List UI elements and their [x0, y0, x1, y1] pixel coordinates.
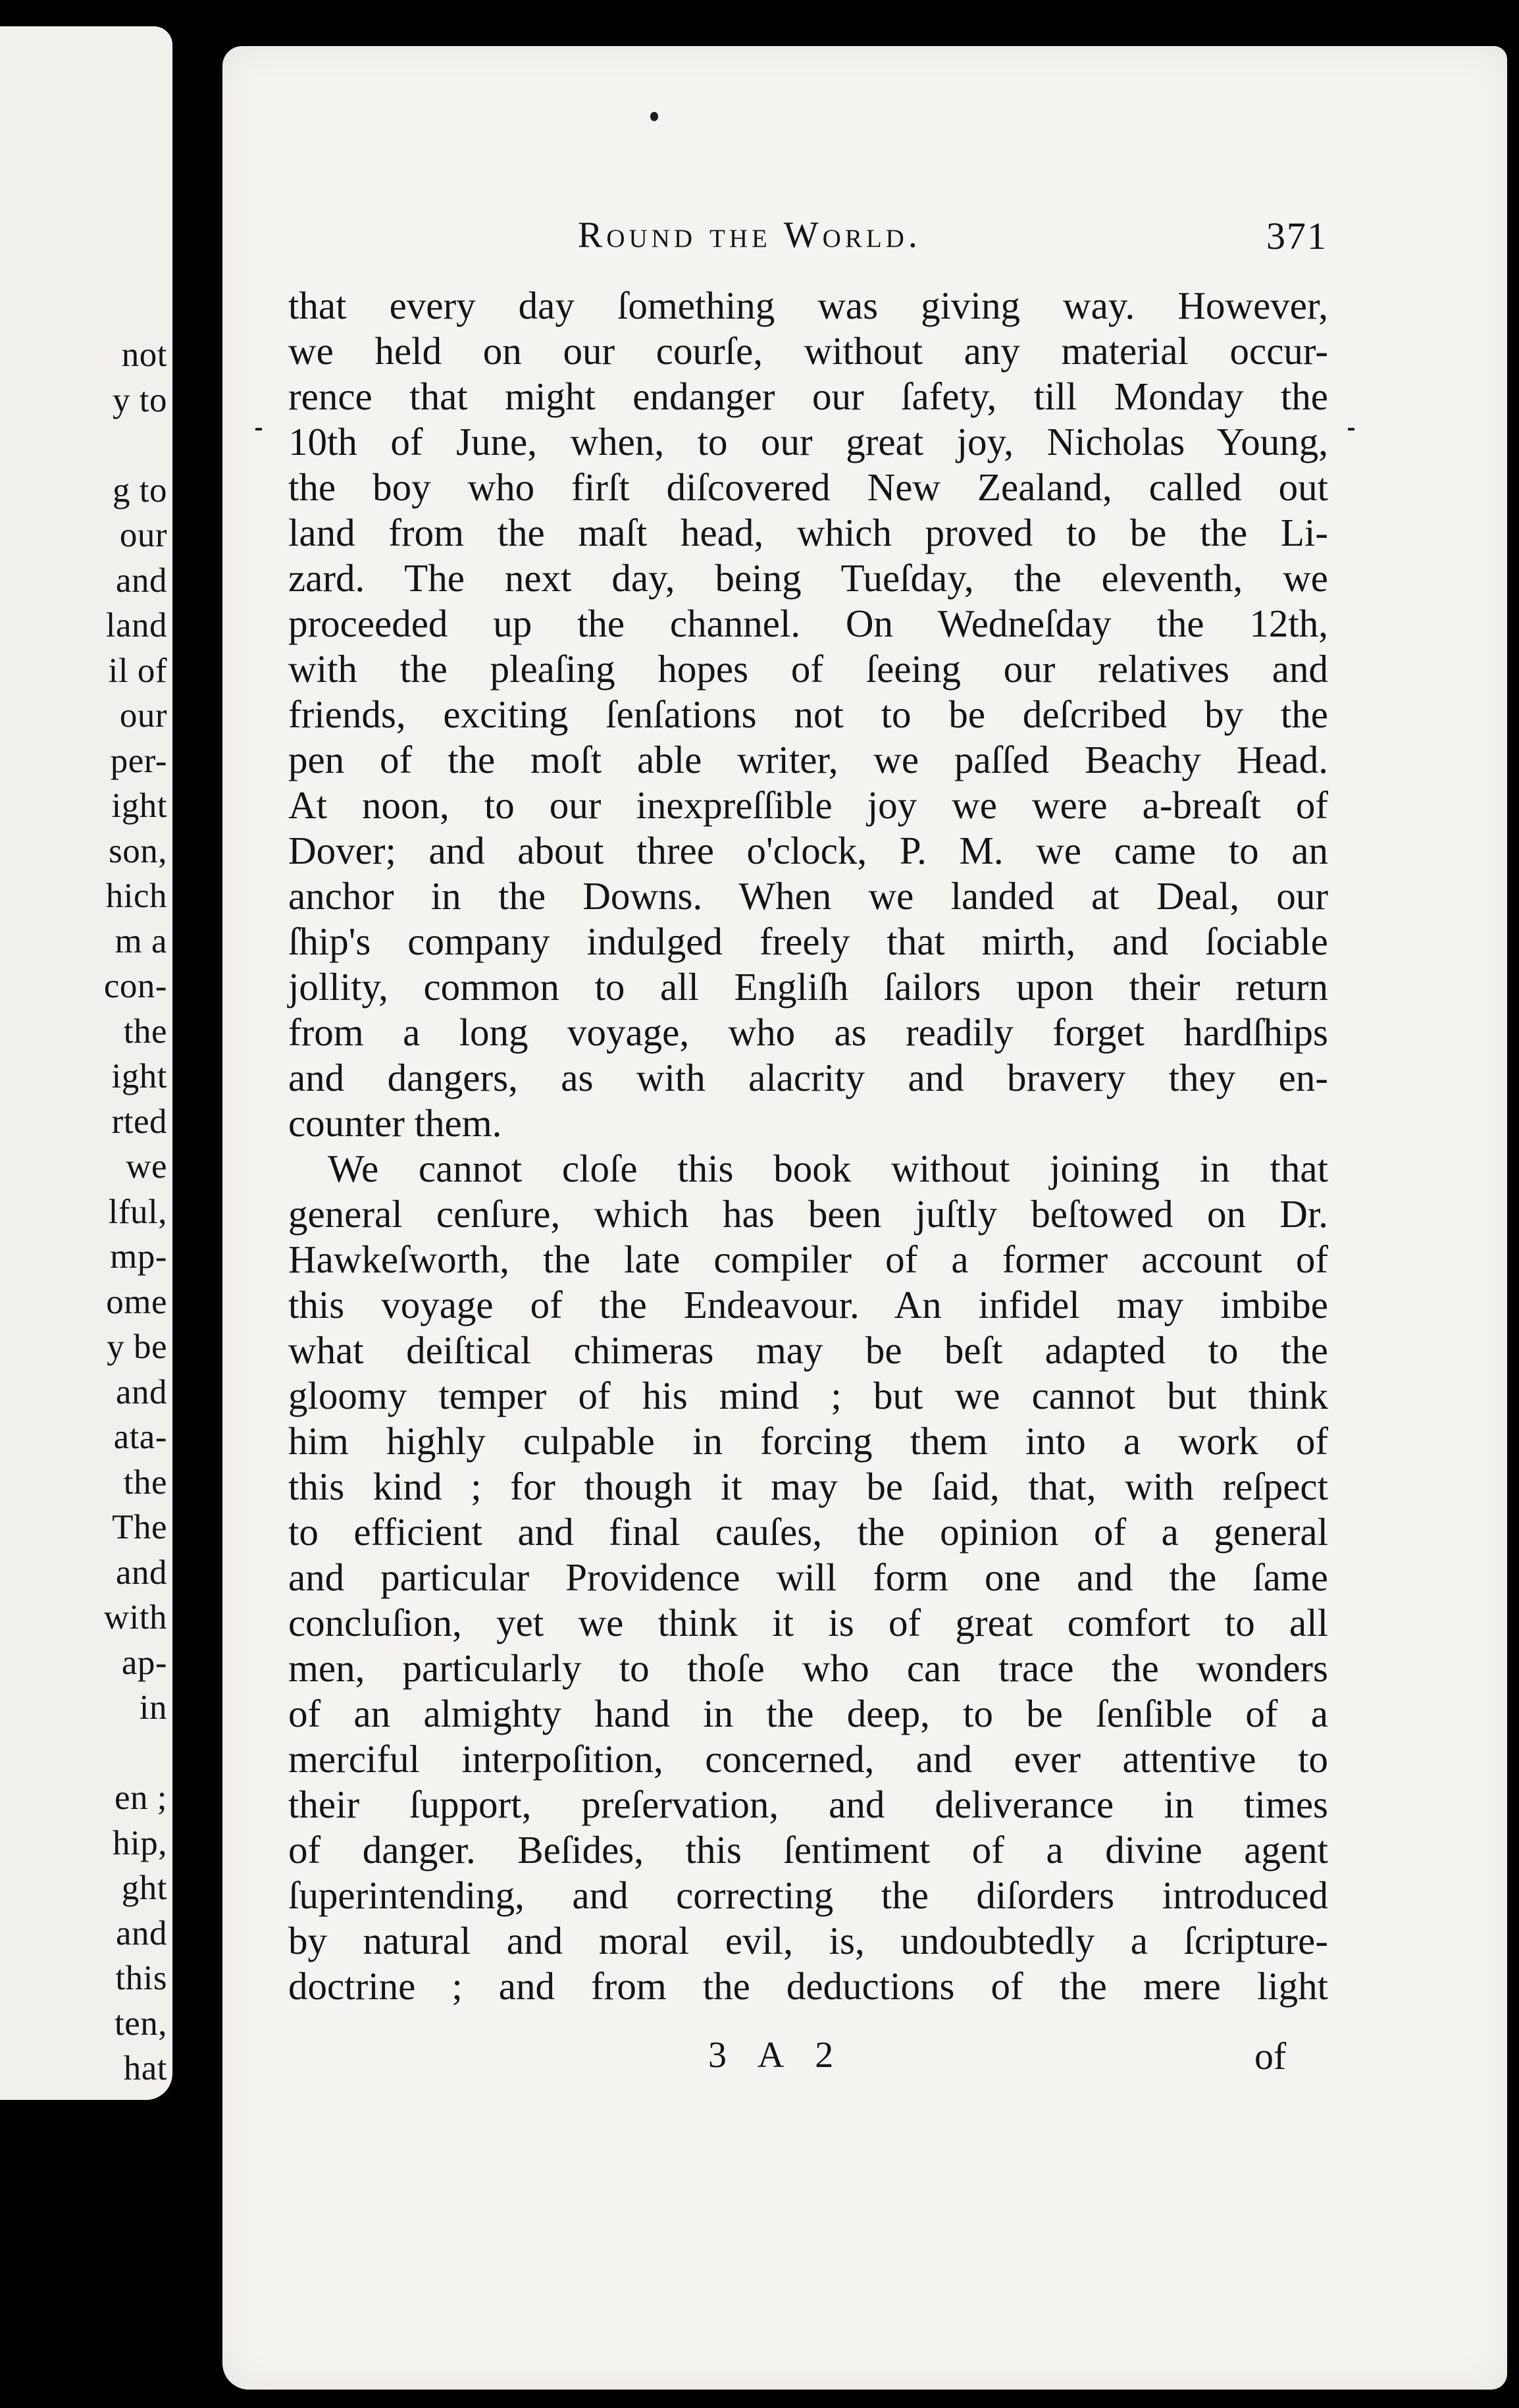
text-line: pen of the moſt able writer, we paſſed Beachy Head.	[288, 738, 1328, 781]
text-line: what deiſtical chimeras may be beſt adapted to the	[288, 1328, 1328, 1372]
book-page	[222, 46, 1507, 2390]
facing-page-fragment: ata-	[113, 1418, 167, 1456]
facing-page-fragment: and	[115, 561, 167, 600]
text-line: ſuperintending, and correcting the diſorders introduced	[288, 1873, 1328, 1917]
page-number: 371	[1266, 215, 1327, 257]
text-line: of danger. Beſides, this ſentiment of a divine agent	[288, 1828, 1328, 1871]
facing-page-fragment: this	[115, 1959, 167, 1997]
text-line: Hawkeſworth, the late compiler of a former account of	[288, 1238, 1328, 1281]
ink-dot	[650, 112, 658, 121]
catchword: of	[1254, 2035, 1287, 2078]
facing-page-fragment: ght	[121, 1869, 167, 1907]
facing-page-fragment: ight	[111, 1057, 167, 1095]
text-line: to efficient and final cauſes, the opinion of a general	[288, 1510, 1328, 1554]
facing-page-fragment	[104, 1731, 167, 1776]
text-line: merciful interpoſition, concerned, and ever attentive to	[288, 1737, 1328, 1781]
facing-page-fragment: and	[115, 1914, 167, 1952]
facing-page-fragment: and	[115, 1553, 167, 1592]
text-line: and particular Providence will form one and the ſame	[288, 1556, 1328, 1599]
text-line: counter them.	[288, 1101, 502, 1145]
facing-page-fragment: con-	[103, 967, 167, 1005]
text-line: jollity, common to all Engliſh ſailors upon their return	[288, 965, 1328, 1008]
facing-page-fragment: The	[112, 1508, 167, 1546]
facing-page-text-fragments	[104, 332, 167, 2091]
facing-page-fragment: lful,	[108, 1192, 167, 1231]
text-line: this voyage of the Endeavour. An infidel may imbibe	[288, 1283, 1328, 1326]
text-line: and dangers, as with alacrity and bravery they en-	[288, 1056, 1328, 1099]
text-line: Dover; and about three o'clock, P. M. we came to an	[288, 829, 1328, 872]
margin-mark-left	[255, 428, 262, 431]
facing-page-fragment: son,	[109, 831, 167, 870]
text-line: their ſupport, preſervation, and deliverance in times	[288, 1783, 1328, 1826]
facing-page-fragment: with	[103, 1598, 167, 1636]
facing-page-left	[0, 26, 172, 2100]
facing-page-fragment: hich	[105, 877, 167, 915]
text-line: proceeded up the channel. On Wedneſday the 12th,	[288, 602, 1328, 645]
text-line: general cenſure, which has been juſtly beſtowed on Dr.	[288, 1192, 1328, 1236]
text-line: ſhip's company indulged freely that mirth, and ſociable	[288, 920, 1328, 963]
facing-page-fragment: land	[105, 606, 167, 644]
text-line: doctrine ; and from the deductions of the mere light	[288, 1964, 1328, 2008]
facing-page-fragment: rted	[111, 1102, 167, 1141]
text-line: this kind ; for though it may be ſaid, that, with reſpect	[288, 1465, 1328, 1508]
text-line: by natural and moral evil, is, undoubtedly a ſcripture-	[288, 1919, 1328, 1962]
text-line: him highly culpable in forcing them into a work of	[288, 1419, 1328, 1463]
facing-page-fragment: the	[123, 1463, 167, 1502]
text-line: We cannot cloſe this book without joining in that	[328, 1147, 1328, 1190]
margin-mark-right	[1348, 428, 1354, 431]
facing-page-fragment: the	[123, 1012, 167, 1051]
text-line: zard. The next day, being Tueſday, the eleventh, we	[288, 556, 1328, 600]
facing-page-fragment: hip,	[113, 1823, 167, 1862]
text-line: anchor in the Downs. When we landed at Deal, our	[288, 874, 1328, 918]
text-line: that every day ſomething was giving way. However,	[288, 284, 1328, 327]
text-line: the boy who firſt diſcovered New Zealand, called out	[288, 465, 1328, 509]
facing-page-fragment: not	[121, 336, 167, 374]
text-line: land from the maſt head, which proved to be the Li-	[288, 511, 1328, 554]
facing-page-fragment: ome	[106, 1282, 167, 1321]
facing-page-fragment: g to	[113, 471, 167, 510]
body-text	[288, 283, 1328, 2009]
text-line: At noon, to our inexpreſſible joy we were a-breaſt of	[288, 783, 1328, 827]
book-gutter	[172, 0, 225, 2408]
facing-page-fragment	[104, 423, 167, 468]
text-line: gloomy temper of his mind ; but we cannot but think	[288, 1374, 1328, 1417]
facing-page-fragment: per-	[110, 741, 167, 780]
facing-page-fragment: in	[139, 1688, 167, 1727]
text-line: friends, exciting ſenſations not to be deſcribed by the	[288, 693, 1328, 736]
running-head: Round the World.	[578, 215, 921, 255]
facing-page-fragment: en ;	[115, 1779, 167, 1817]
facing-page-fragment: y to	[113, 380, 167, 419]
text-line: of an almighty hand in the deep, to be ſenſible of a	[288, 1692, 1328, 1735]
facing-page-fragment: mp-	[110, 1238, 167, 1276]
text-line: we held on our courſe, without any material occur-	[288, 329, 1328, 373]
facing-page-fragment: our	[119, 696, 167, 735]
signature-mark: 3 A 2	[708, 2035, 846, 2076]
text-line: rence that might endanger our ſafety, till Monday the	[288, 375, 1328, 418]
facing-page-fragment: ap-	[121, 1643, 167, 1682]
facing-page-fragment: our	[119, 516, 167, 554]
facing-page-fragment: and	[115, 1373, 167, 1411]
facing-page-fragment: we	[126, 1147, 167, 1186]
text-line: men, particularly to thoſe who can trace the wonders	[288, 1646, 1328, 1690]
facing-page-fragment: il of	[108, 651, 167, 690]
facing-page-fragment: y be	[107, 1328, 167, 1366]
facing-page-fragment: ten,	[115, 2004, 167, 2043]
text-line: 10th of June, when, to our great joy, Nicholas Young,	[288, 420, 1328, 463]
facing-page-fragment: m a	[115, 922, 167, 960]
facing-page-fragment: ight	[111, 787, 167, 825]
facing-page-fragment: hat	[123, 2049, 167, 2087]
text-line: concluſion, yet we think it is of great comfort to all	[288, 1601, 1328, 1644]
text-line: with the pleaſing hopes of ſeeing our relatives and	[288, 647, 1328, 691]
text-line: from a long voyage, who as readily forget hardſhips	[288, 1010, 1328, 1054]
